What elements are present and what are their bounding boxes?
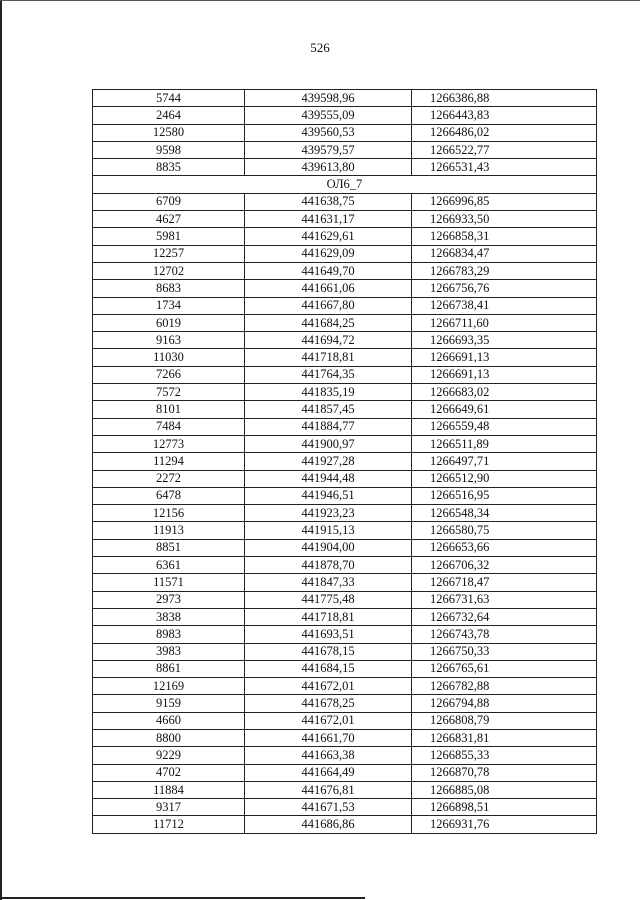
table-row (93, 418, 597, 435)
x-coordinate-cell: 439613,80 (245, 159, 412, 176)
y-coordinate-cell: 1266738,41 (412, 297, 597, 314)
x-coordinate-cell: 441661,06 (245, 280, 412, 297)
point-number-cell: 7266 (93, 366, 245, 383)
table-row (93, 712, 597, 729)
table-row (93, 660, 597, 677)
point-number-cell: 2973 (93, 591, 245, 608)
x-coordinate-cell: 441661,70 (245, 729, 412, 746)
point-number-cell: 8800 (93, 729, 245, 746)
y-coordinate-cell: 1266522,77 (412, 141, 597, 158)
y-coordinate-cell: 1266834,47 (412, 245, 597, 262)
point-number-cell: 9159 (93, 695, 245, 712)
x-coordinate-cell: 441667,80 (245, 297, 412, 314)
point-number-cell: 9163 (93, 332, 245, 349)
x-coordinate-cell: 441684,25 (245, 314, 412, 331)
point-number-cell: 6478 (93, 487, 245, 504)
table-row (93, 608, 597, 625)
coordinates-table (92, 89, 597, 834)
table-row (93, 107, 597, 124)
point-number-cell: 11294 (93, 453, 245, 470)
y-coordinate-cell: 1266933,50 (412, 211, 597, 228)
section-header-row (93, 176, 597, 193)
table-row (93, 159, 597, 176)
x-coordinate-cell: 441638,75 (245, 193, 412, 210)
x-coordinate-cell: 441946,51 (245, 487, 412, 504)
x-coordinate-cell: 441672,01 (245, 678, 412, 695)
y-coordinate-cell: 1266511,89 (412, 435, 597, 452)
y-coordinate-cell: 1266718,47 (412, 574, 597, 591)
table-row (93, 193, 597, 210)
table-row (93, 816, 597, 833)
table-row (93, 764, 597, 781)
y-coordinate-cell: 1266855,33 (412, 747, 597, 764)
x-coordinate-cell: 441923,23 (245, 505, 412, 522)
point-number-cell: 12156 (93, 505, 245, 522)
point-number-cell: 11884 (93, 781, 245, 798)
table-row (93, 574, 597, 591)
x-coordinate-cell: 441664,49 (245, 764, 412, 781)
x-coordinate-cell: 441878,70 (245, 557, 412, 574)
point-number-cell: 2464 (93, 107, 245, 124)
table-row (93, 366, 597, 383)
point-number-cell: 6709 (93, 193, 245, 210)
x-coordinate-cell: 441663,38 (245, 747, 412, 764)
x-coordinate-cell: 441631,17 (245, 211, 412, 228)
table-row (93, 505, 597, 522)
y-coordinate-cell: 1266783,29 (412, 262, 597, 279)
y-coordinate-cell: 1266750,33 (412, 643, 597, 660)
point-number-cell: 7572 (93, 384, 245, 401)
x-coordinate-cell: 441904,00 (245, 539, 412, 556)
x-coordinate-cell: 441676,81 (245, 781, 412, 798)
y-coordinate-cell: 1266691,13 (412, 349, 597, 366)
table-row (93, 211, 597, 228)
y-coordinate-cell: 1266711,60 (412, 314, 597, 331)
point-number-cell: 11030 (93, 349, 245, 366)
table-row (93, 435, 597, 452)
x-coordinate-cell: 441678,15 (245, 643, 412, 660)
table-row (93, 228, 597, 245)
scan-left-edge (0, 0, 2, 900)
table-row (93, 539, 597, 556)
y-coordinate-cell: 1266512,90 (412, 470, 597, 487)
x-coordinate-cell: 441629,61 (245, 228, 412, 245)
y-coordinate-cell: 1266731,63 (412, 591, 597, 608)
table-row (93, 781, 597, 798)
table-row (93, 626, 597, 643)
y-coordinate-cell: 1266996,85 (412, 193, 597, 210)
y-coordinate-cell: 1266931,76 (412, 816, 597, 833)
point-number-cell: 12773 (93, 435, 245, 452)
table-row (93, 384, 597, 401)
coordinates-table-body (93, 90, 597, 834)
x-coordinate-cell: 441944,48 (245, 470, 412, 487)
y-coordinate-cell: 1266649,61 (412, 401, 597, 418)
point-number-cell: 11571 (93, 574, 245, 591)
x-coordinate-cell: 441718,81 (245, 349, 412, 366)
x-coordinate-cell: 441684,15 (245, 660, 412, 677)
y-coordinate-cell: 1266683,02 (412, 384, 597, 401)
y-coordinate-cell: 1266706,32 (412, 557, 597, 574)
point-number-cell: 4627 (93, 211, 245, 228)
x-coordinate-cell: 441629,09 (245, 245, 412, 262)
x-coordinate-cell: 441671,53 (245, 799, 412, 816)
x-coordinate-cell: 441672,01 (245, 712, 412, 729)
y-coordinate-cell: 1266743,78 (412, 626, 597, 643)
point-number-cell: 8861 (93, 660, 245, 677)
x-coordinate-cell: 441775,48 (245, 591, 412, 608)
point-number-cell: 4660 (93, 712, 245, 729)
y-coordinate-cell: 1266885,08 (412, 781, 597, 798)
point-number-cell: 3983 (93, 643, 245, 660)
point-number-cell: 12257 (93, 245, 245, 262)
y-coordinate-cell: 1266580,75 (412, 522, 597, 539)
x-coordinate-cell: 439560,53 (245, 124, 412, 141)
point-number-cell: 7484 (93, 418, 245, 435)
table-row (93, 591, 597, 608)
table-row (93, 643, 597, 660)
table-row (93, 747, 597, 764)
y-coordinate-cell: 1266765,61 (412, 660, 597, 677)
table-row (93, 557, 597, 574)
y-coordinate-cell: 1266808,79 (412, 712, 597, 729)
point-number-cell: 6361 (93, 557, 245, 574)
x-coordinate-cell: 441900,97 (245, 435, 412, 452)
y-coordinate-cell: 1266531,43 (412, 159, 597, 176)
y-coordinate-cell: 1266497,71 (412, 453, 597, 470)
x-coordinate-cell: 441678,25 (245, 695, 412, 712)
table-row (93, 124, 597, 141)
table-row (93, 470, 597, 487)
y-coordinate-cell: 1266870,78 (412, 764, 597, 781)
table-row (93, 678, 597, 695)
point-number-cell: 12580 (93, 124, 245, 141)
y-coordinate-cell: 1266486,02 (412, 124, 597, 141)
section-label: ОЛ6_7 (93, 176, 597, 193)
table-row (93, 453, 597, 470)
table-row (93, 314, 597, 331)
point-number-cell: 9598 (93, 141, 245, 158)
scan-top-edge (0, 0, 640, 1)
table-row (93, 141, 597, 158)
table-row (93, 332, 597, 349)
table-row (93, 280, 597, 297)
point-number-cell: 8683 (93, 280, 245, 297)
y-coordinate-cell: 1266386,88 (412, 90, 597, 107)
table-row (93, 487, 597, 504)
point-number-cell: 5744 (93, 90, 245, 107)
x-coordinate-cell: 441884,77 (245, 418, 412, 435)
x-coordinate-cell: 441857,45 (245, 401, 412, 418)
point-number-cell: 11712 (93, 816, 245, 833)
y-coordinate-cell: 1266559,48 (412, 418, 597, 435)
x-coordinate-cell: 441927,28 (245, 453, 412, 470)
y-coordinate-cell: 1266756,76 (412, 280, 597, 297)
point-number-cell: 8101 (93, 401, 245, 418)
x-coordinate-cell: 441686,86 (245, 816, 412, 833)
scan-bottom-edge (0, 897, 365, 899)
y-coordinate-cell: 1266858,31 (412, 228, 597, 245)
y-coordinate-cell: 1266516,95 (412, 487, 597, 504)
table-row (93, 522, 597, 539)
x-coordinate-cell: 441915,13 (245, 522, 412, 539)
y-coordinate-cell: 1266691,13 (412, 366, 597, 383)
page-number: 526 (310, 40, 330, 55)
x-coordinate-cell: 439579,57 (245, 141, 412, 158)
table-row (93, 262, 597, 279)
x-coordinate-cell: 441764,35 (245, 366, 412, 383)
coordinates-table-container (92, 89, 596, 834)
point-number-cell: 12169 (93, 678, 245, 695)
x-coordinate-cell: 441694,72 (245, 332, 412, 349)
y-coordinate-cell: 1266443,83 (412, 107, 597, 124)
table-row (93, 90, 597, 107)
table-row (93, 695, 597, 712)
point-number-cell: 8983 (93, 626, 245, 643)
y-coordinate-cell: 1266831,81 (412, 729, 597, 746)
x-coordinate-cell: 441718,81 (245, 608, 412, 625)
x-coordinate-cell: 441847,33 (245, 574, 412, 591)
x-coordinate-cell: 441835,19 (245, 384, 412, 401)
x-coordinate-cell: 441693,51 (245, 626, 412, 643)
point-number-cell: 8835 (93, 159, 245, 176)
y-coordinate-cell: 1266794,88 (412, 695, 597, 712)
y-coordinate-cell: 1266653,66 (412, 539, 597, 556)
table-row (93, 401, 597, 418)
table-row (93, 349, 597, 366)
point-number-cell: 9317 (93, 799, 245, 816)
point-number-cell: 8851 (93, 539, 245, 556)
x-coordinate-cell: 441649,70 (245, 262, 412, 279)
point-number-cell: 2272 (93, 470, 245, 487)
point-number-cell: 1734 (93, 297, 245, 314)
y-coordinate-cell: 1266732,64 (412, 608, 597, 625)
point-number-cell: 3838 (93, 608, 245, 625)
table-row (93, 799, 597, 816)
y-coordinate-cell: 1266898,51 (412, 799, 597, 816)
point-number-cell: 9229 (93, 747, 245, 764)
y-coordinate-cell: 1266548,34 (412, 505, 597, 522)
table-row (93, 729, 597, 746)
point-number-cell: 11913 (93, 522, 245, 539)
y-coordinate-cell: 1266782,88 (412, 678, 597, 695)
x-coordinate-cell: 439555,09 (245, 107, 412, 124)
point-number-cell: 4702 (93, 764, 245, 781)
y-coordinate-cell: 1266693,35 (412, 332, 597, 349)
point-number-cell: 5981 (93, 228, 245, 245)
table-row (93, 297, 597, 314)
point-number-cell: 6019 (93, 314, 245, 331)
table-row (93, 245, 597, 262)
point-number-cell: 12702 (93, 262, 245, 279)
x-coordinate-cell: 439598,96 (245, 90, 412, 107)
